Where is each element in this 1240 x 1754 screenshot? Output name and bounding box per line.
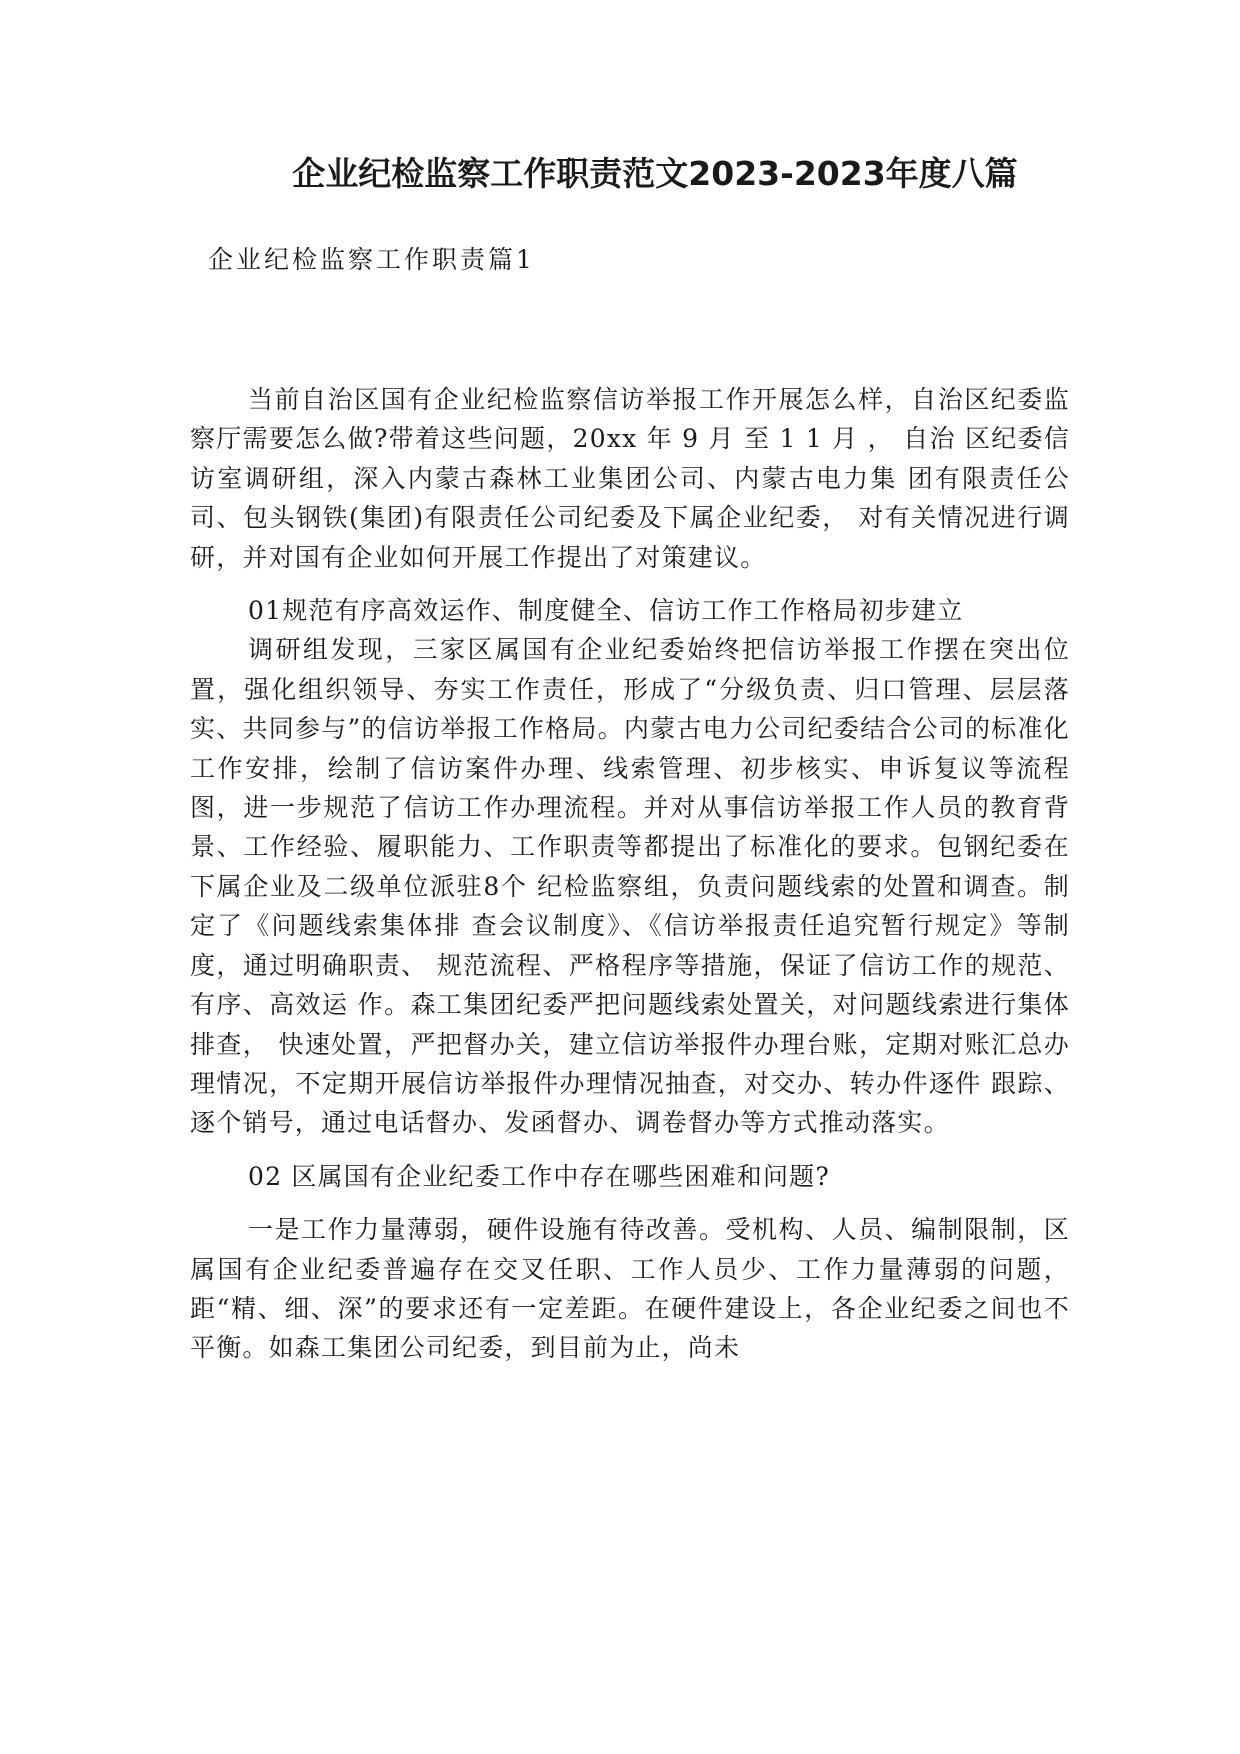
paragraph-problem-one: 一是工作力量薄弱，硬件设施有待改善。受机构、人员、编制限制，区属国有企业纪委普遍存在交叉任职、工作人员少、工作力量薄弱的问题，距“精、细、深”的要求还有一定差距。在硬件建设上，各企业纪委之间也不平衡。如森工集团公司纪委，到目前为止，尚未 xyxy=(190,1215,1070,1363)
paragraph-subheading-02: 02 区属国有企业纪委工作中存在哪些困难和问题? xyxy=(248,1161,830,1191)
paragraph-findings: 调研组发现，三家区属国有企业纪委始终把信访举报工作摆在突出位置，强化组织领导、夯实工作责任，形成了“分级负责、归口管理、层层落实、共同参与”的信访举报工作格局。内蒙古电力公司纪委结合公司的标准化工作安排，绘制了信访案件办理、线索管理、初步核实、申诉复议等流程图，进一步规范了信访工作办理流程。并对从事信访举报工作人员的教育背景、工作经验、履职能力、工作职责等都提出了标准化的要求。包钢纪委在下属企业及二级单位派驻8个 纪检监察组，负责问题线索的处置和调查。制定了《问题线索集体排 查会议制度》、《信访举报责任追究暂行规定》等制度，通过明确职责、 规范流程、严格程序等措施，保证了信访工作的规范、有序、高效运 作。森工集团纪委严把问题线索处置关，对问题线索进行集体排查， 快速处置，严把督办关，建立信访举报件办理台账，定期对账汇总办 理情况，不定期开展信访举报件办理情况抽查，对交办、转办件逐件 跟踪、逐个销号，通过电话督办、发函督办、调卷督办等方式推动落实。 xyxy=(190,635,1070,1138)
paragraph-intro: 当前自治区国有企业纪检监察信访举报工作开展怎么样，自治区纪委监察厅需要怎么做?带着这些问题，20xx 年 9 月 至 1 1 月 ， 自治 区纪委信访室调研组，深入内蒙古森林工业集团公司、内蒙古电力集 团有限责任公司、包头钢铁(集团)有限责任公司纪委及下属企业纪委， 对有关情况进行调研，并对国有企业如何开展工作提出了对策建议。 xyxy=(190,385,1070,572)
section-heading: 企业纪检监察工作职责篇1 xyxy=(208,245,535,274)
document-body xyxy=(190,380,1070,1368)
paragraph-subheading-01: 01规范有序高效运作、制度健全、信访工作工作格局初步建立 xyxy=(248,596,964,626)
document-title: 企业纪检监察工作职责范文2023-2023年度八篇 xyxy=(292,154,1018,193)
